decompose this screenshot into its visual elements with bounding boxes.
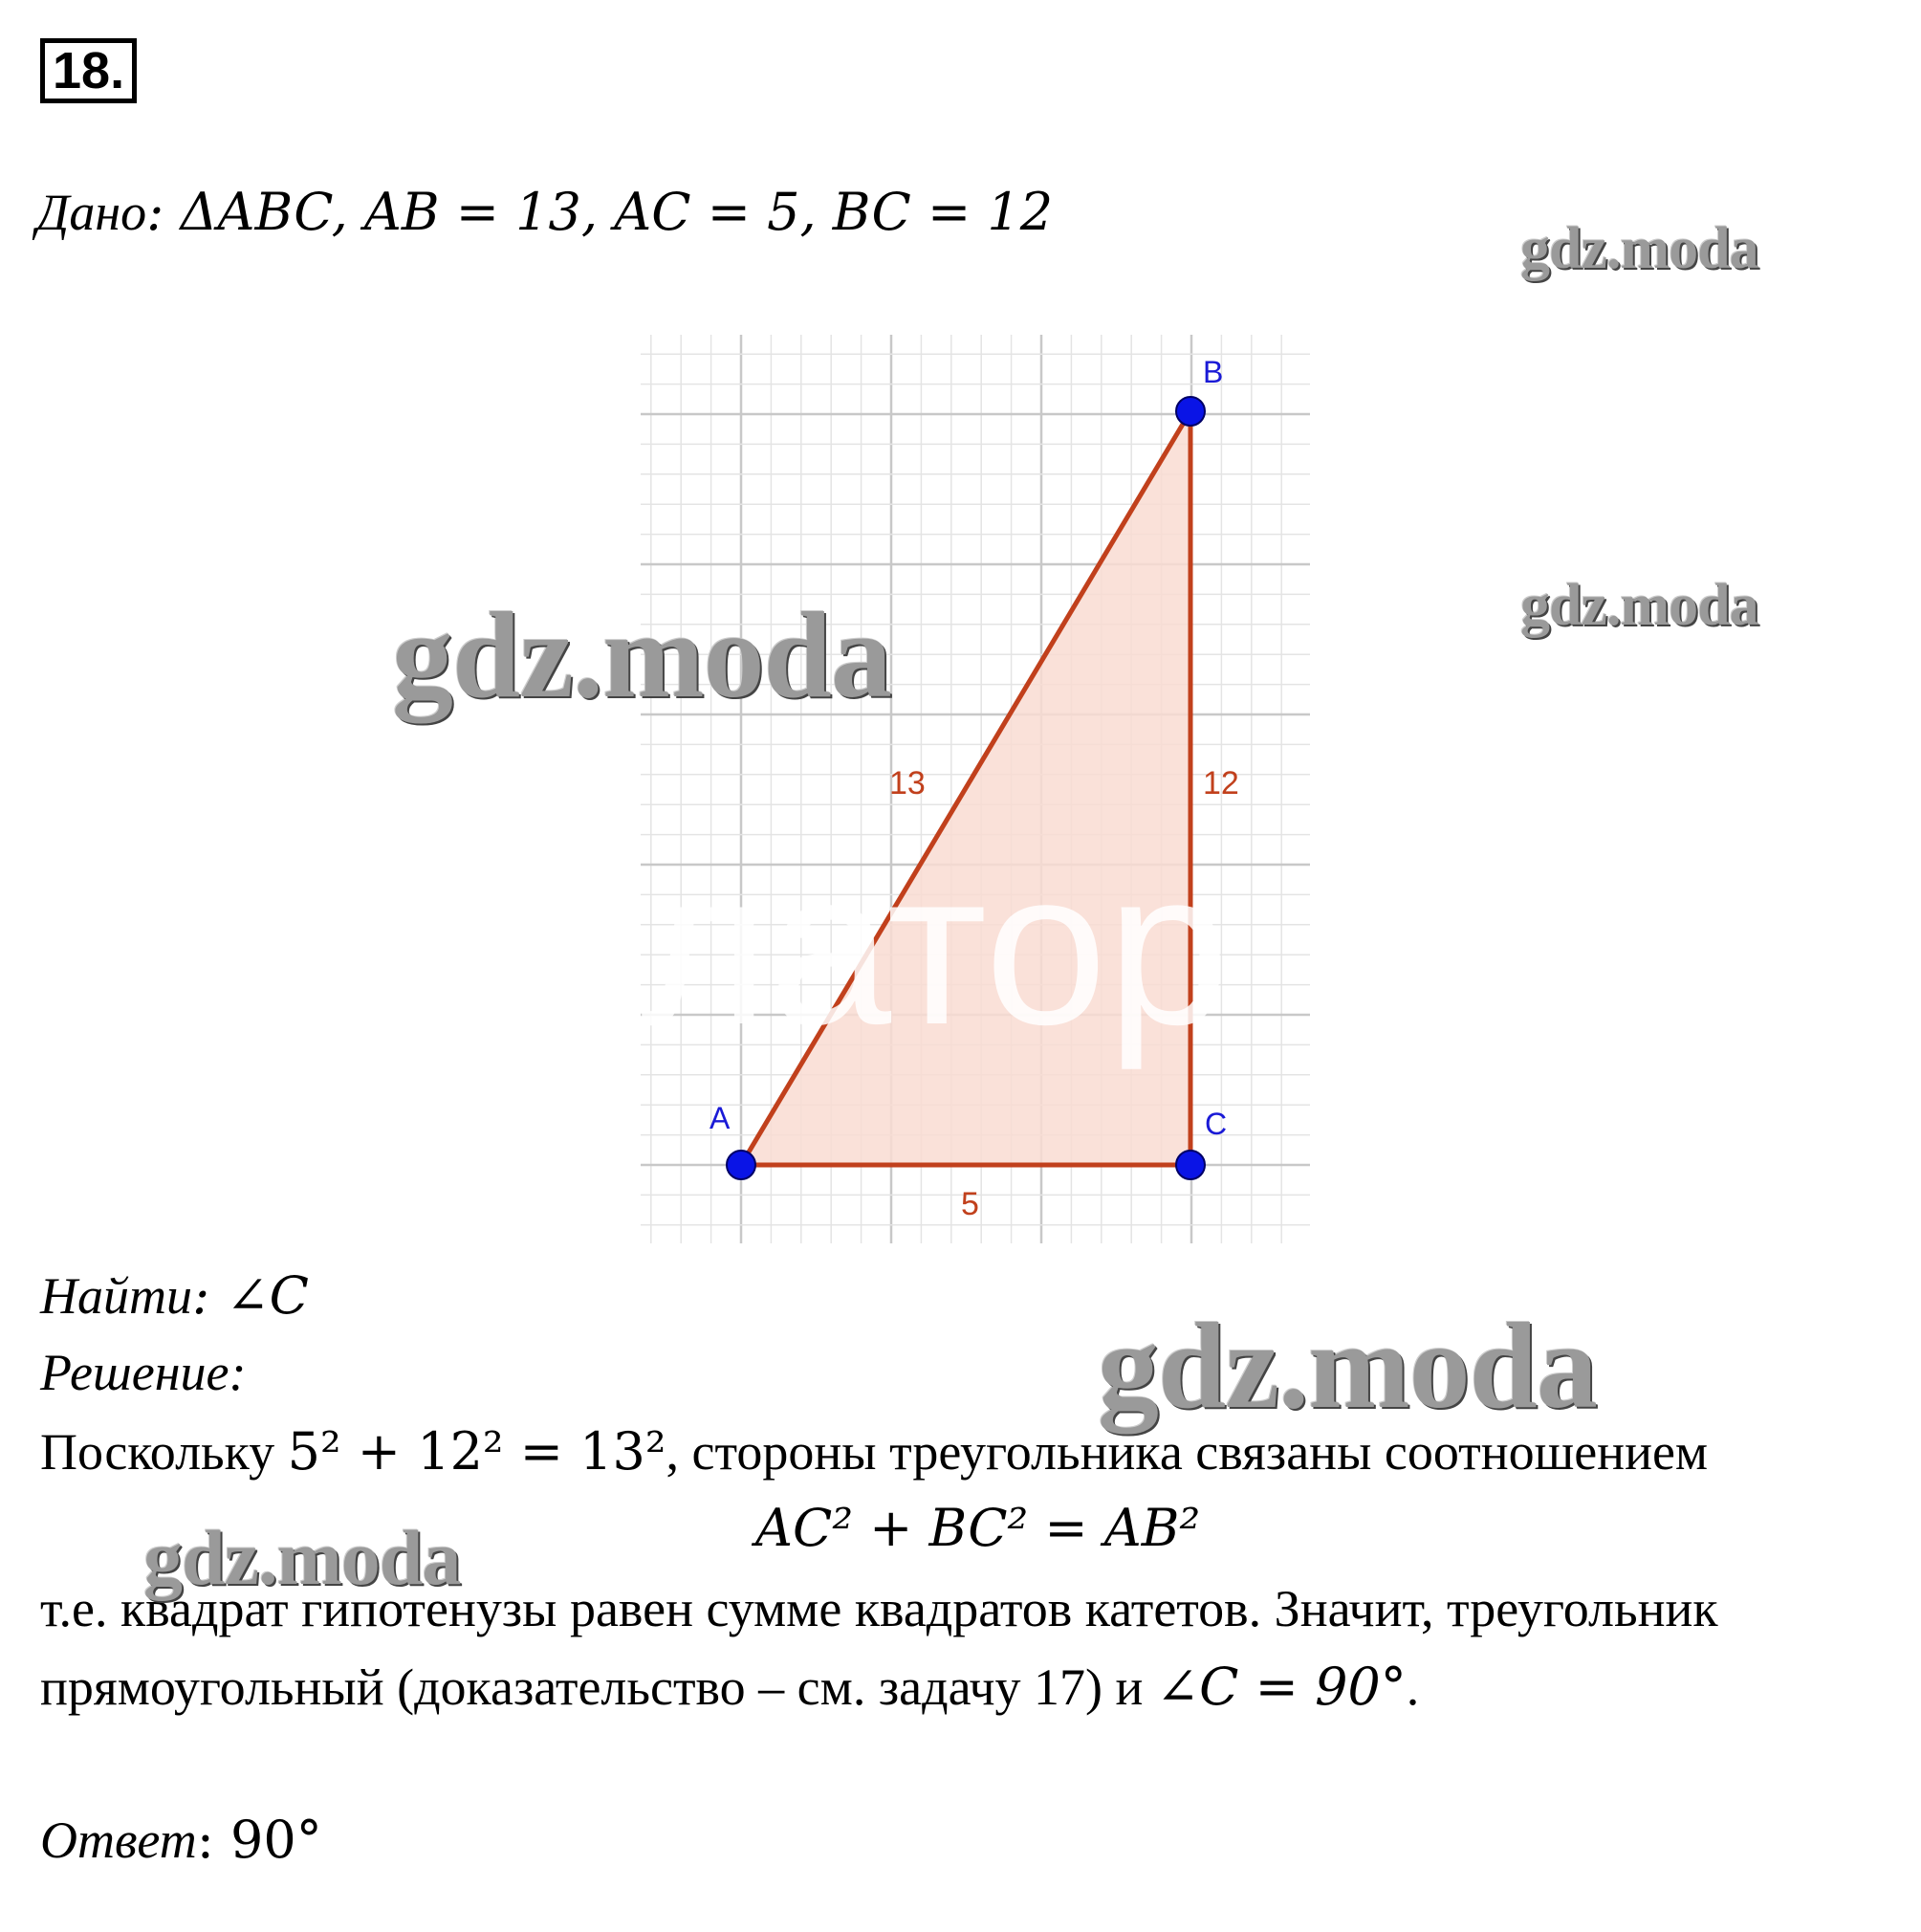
answer-line <box>40 1810 322 1871</box>
solution-line3-suffix: . <box>1406 1658 1420 1716</box>
vertex-label-c: C <box>1205 1107 1228 1141</box>
solution-line-3 <box>40 1657 1419 1718</box>
vertex-b <box>1176 397 1205 426</box>
vertex-c <box>1176 1151 1205 1179</box>
watermark-4: gdz.moda <box>1098 1298 1597 1434</box>
answer-label: Ответ <box>40 1811 197 1869</box>
solution-formula: AC² + BC² = AB² <box>755 1498 1201 1558</box>
side-label-ab: 13 <box>889 765 926 801</box>
vertex-label-a: A <box>709 1101 731 1135</box>
answer-value: : 90° <box>196 1810 322 1870</box>
solution-label: Решение: <box>40 1344 247 1401</box>
side-label-bc: 12 <box>1203 765 1239 801</box>
watermark-2: gdz.moda <box>1520 573 1758 638</box>
solution-line3-prefix: прямоугольный (доказательство – см. задачу 17) и <box>40 1658 1156 1716</box>
problem-number: 18. <box>40 38 137 103</box>
solution-line3-math: ∠C = 90° <box>1155 1657 1407 1717</box>
find-statement: : ∠C <box>192 1265 309 1326</box>
side-label-ac: 5 <box>961 1186 979 1222</box>
watermark-1: gdz.moda <box>1520 216 1758 281</box>
solution-line1-math: 5² + 12² = 13² <box>287 1421 666 1482</box>
vertex-a <box>727 1151 755 1179</box>
solution-line-2: т.е. квадрат гипотенузы равен сумме квадратов катетов. Значит, треугольник <box>40 1580 1718 1637</box>
given-line <box>36 182 1053 243</box>
given-label: Дано <box>36 184 147 241</box>
given-statement: : ΔABC, AB = 13, AC = 5, BC = 12 <box>146 182 1054 242</box>
triangle-diagram <box>641 335 1320 1253</box>
solution-line1-suffix: , стороны треугольника связаны соотношением <box>666 1423 1709 1481</box>
find-line <box>40 1265 309 1327</box>
find-label: Найти <box>40 1267 192 1325</box>
watermark-5: gdz.moda <box>143 1514 461 1601</box>
vertex-label-b: B <box>1203 355 1224 389</box>
faint-watermark: латор <box>641 824 1230 1070</box>
watermark-3: gdz.moda <box>392 587 891 723</box>
solution-line1-prefix: Поскольку <box>40 1423 288 1481</box>
